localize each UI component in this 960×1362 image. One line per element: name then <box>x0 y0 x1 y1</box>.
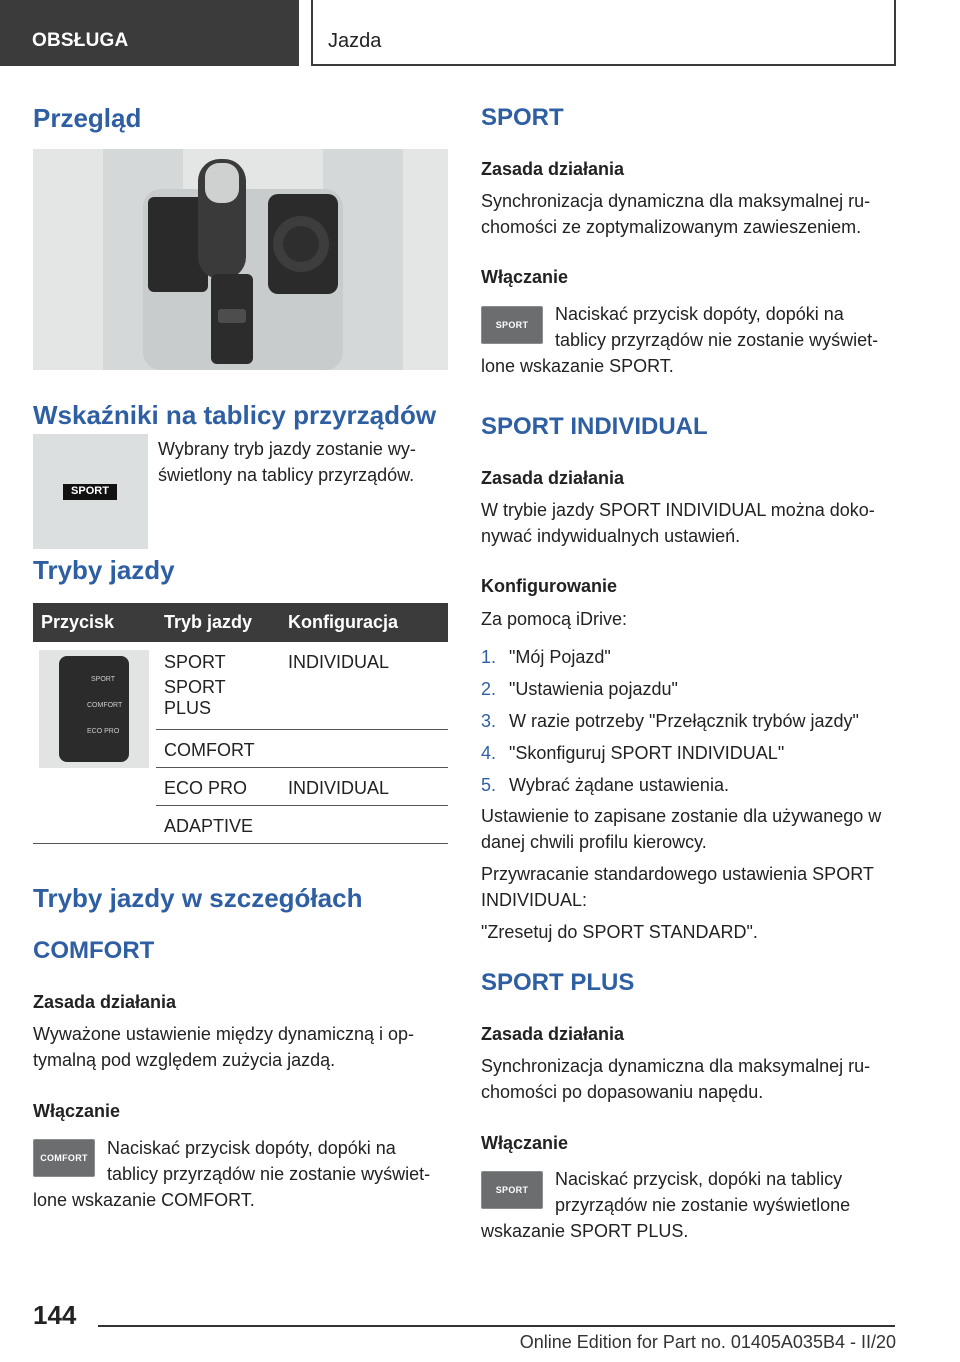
sport-button-label: SPORT <box>495 320 529 330</box>
list-number: 1. <box>481 647 497 667</box>
modes-table <box>33 603 448 844</box>
individual-title: SPORT INDIVIDUAL <box>481 413 708 440</box>
list-item <box>481 676 896 708</box>
sportplus-switch-line3: wskazanie SPORT PLUS. <box>481 1221 689 1241</box>
modes-title: Tryby jazdy <box>33 555 175 585</box>
mode-button-panel <box>59 656 129 762</box>
individual-reset-intro: Przywracanie standardowego ustawienia SPORT INDIVIDUAL: <box>481 864 874 910</box>
sport-switch-heading: Włączanie <box>481 267 569 287</box>
center-console-image <box>33 149 448 370</box>
mode-button-label: ECO PRO <box>87 728 120 735</box>
mode-buttons-image <box>39 650 149 768</box>
list-number: 5. <box>481 775 497 795</box>
sport-principle-heading: Zasada działania <box>481 159 625 179</box>
comfort-switch-line2: tablicy przyrządów nie zostanie wyświet- <box>107 1164 431 1184</box>
individual-principle-text: W trybie jazdy SPORT INDIVIDUAL można doko-nywać indywidualnych ustawień. <box>481 500 875 546</box>
individual-config-intro: Za pomocą iDrive: <box>481 609 628 629</box>
config-cell <box>280 675 448 730</box>
sport-indicator-label: SPORT <box>71 485 109 497</box>
column-header: Tryb jazdy <box>156 603 280 642</box>
comfort-switch-line3: lone wskazanie COMFORT. <box>33 1190 255 1210</box>
list-item <box>481 740 896 772</box>
button-image-cell <box>33 642 156 844</box>
comfort-principle-text: Wyważone ustawienie między dynamiczną i op-tymalną pod względem zużycia jazdą. <box>33 1024 415 1070</box>
config-cell <box>280 730 448 768</box>
footer-rule <box>98 1325 895 1327</box>
table-row <box>33 642 448 675</box>
mode-cell: SPORT <box>164 652 226 672</box>
comfort-button-image <box>33 1139 95 1177</box>
sportplus-button-image <box>481 1171 543 1209</box>
sport-title: SPORT <box>481 104 564 131</box>
page-number: 144 <box>33 1300 77 1330</box>
comfort-switch-heading: Włączanie <box>33 1101 121 1121</box>
list-number: 2. <box>481 679 497 699</box>
sportplus-title: SPORT PLUS <box>481 969 635 996</box>
sport-switch-line2: tablicy przyrządów nie zostanie wyświet- <box>555 330 879 350</box>
config-cell: INDIVIDUAL <box>280 768 448 806</box>
center-console-illustration <box>33 149 448 370</box>
individual-reset-text: "Zresetuj do SPORT STANDARD". <box>481 922 758 942</box>
sportplus-principle-heading: Zasada działania <box>481 1024 625 1044</box>
mode-cell: COMFORT <box>156 730 280 768</box>
list-number: 4. <box>481 743 497 763</box>
instrument-cluster-image <box>33 434 148 549</box>
list-text: W razie potrzeby "Przełącznik trybów jazdy" <box>509 711 859 731</box>
list-text: "Ustawienia pojazdu" <box>509 679 678 699</box>
config-steps-list <box>481 644 896 804</box>
indicators-text: Wybrany tryb jazdy zostanie wy-świetlony na tablicy przyrządów. <box>158 439 416 485</box>
comfort-title: COMFORT <box>33 937 155 964</box>
sportplus-switch-line2: przyrządów nie zostanie wyświetlone <box>555 1195 851 1215</box>
list-text: Wybrać żądane ustawienia. <box>509 775 729 795</box>
sportplus-button-label: SPORT <box>495 1185 529 1195</box>
sport-switch-line1: Naciskać przycisk dopóty, dopóki na <box>555 304 844 324</box>
individual-principle-heading: Zasada działania <box>481 468 625 488</box>
chapter-tab: Jazda <box>311 0 896 66</box>
individual-config-heading: Konfigurowanie <box>481 576 617 596</box>
list-text: "Skonfiguruj SPORT INDIVIDUAL" <box>509 743 785 763</box>
section-tab: OBSŁUGA <box>0 0 299 66</box>
comfort-switch-line1: Naciskać przycisk dopóty, dopóki na <box>107 1138 396 1158</box>
sportplus-principle-text: Synchronizacja dynamiczna dla maksymalnej ru-chomości po dopasowaniu napędu. <box>481 1056 871 1102</box>
list-item <box>481 772 896 804</box>
column-header: Konfiguracja <box>280 603 448 642</box>
sport-indicator <box>63 484 117 500</box>
comfort-button-label: COMFORT <box>40 1153 88 1163</box>
mode-button-label: SPORT <box>91 676 115 683</box>
details-title: Tryby jazdy w szczegółach <box>33 883 363 913</box>
config-cell <box>280 806 448 844</box>
mode-cell: SPORT PLUS <box>156 675 280 730</box>
config-cell: INDIVIDUAL <box>288 652 390 672</box>
list-text: "Mój Pojazd" <box>509 647 611 667</box>
edition-text: Online Edition for Part no. 01405A035B4 - II/20 <box>519 1332 896 1352</box>
individual-saved-text: Ustawienie to zapisane zostanie dla używanego w danej chwili profilu kierowcy. <box>481 806 882 852</box>
mode-button-label: COMFORT <box>87 702 123 709</box>
column-header: Przycisk <box>33 603 156 642</box>
sportplus-switch-line1: Naciskać przycisk, dopóki na tablicy <box>555 1169 843 1189</box>
comfort-principle-heading: Zasada działania <box>33 992 177 1012</box>
list-item <box>481 644 896 676</box>
mode-cell: ADAPTIVE <box>156 806 280 844</box>
sport-switch-line3: lone wskazanie SPORT. <box>481 356 674 376</box>
sportplus-switch-heading: Włączanie <box>481 1133 569 1153</box>
sport-button-image <box>481 306 543 344</box>
list-item <box>481 708 896 740</box>
indicators-title: Wskaźniki na tablicy przyrządów <box>33 400 437 430</box>
list-number: 3. <box>481 711 497 731</box>
overview-title: Przegląd <box>33 103 142 133</box>
mode-cell: ECO PRO <box>156 768 280 806</box>
sport-principle-text: Synchronizacja dynamiczna dla maksymalnej ru-chomości ze zoptymalizowanym zawieszeniem. <box>481 191 871 237</box>
table-header <box>33 603 448 642</box>
